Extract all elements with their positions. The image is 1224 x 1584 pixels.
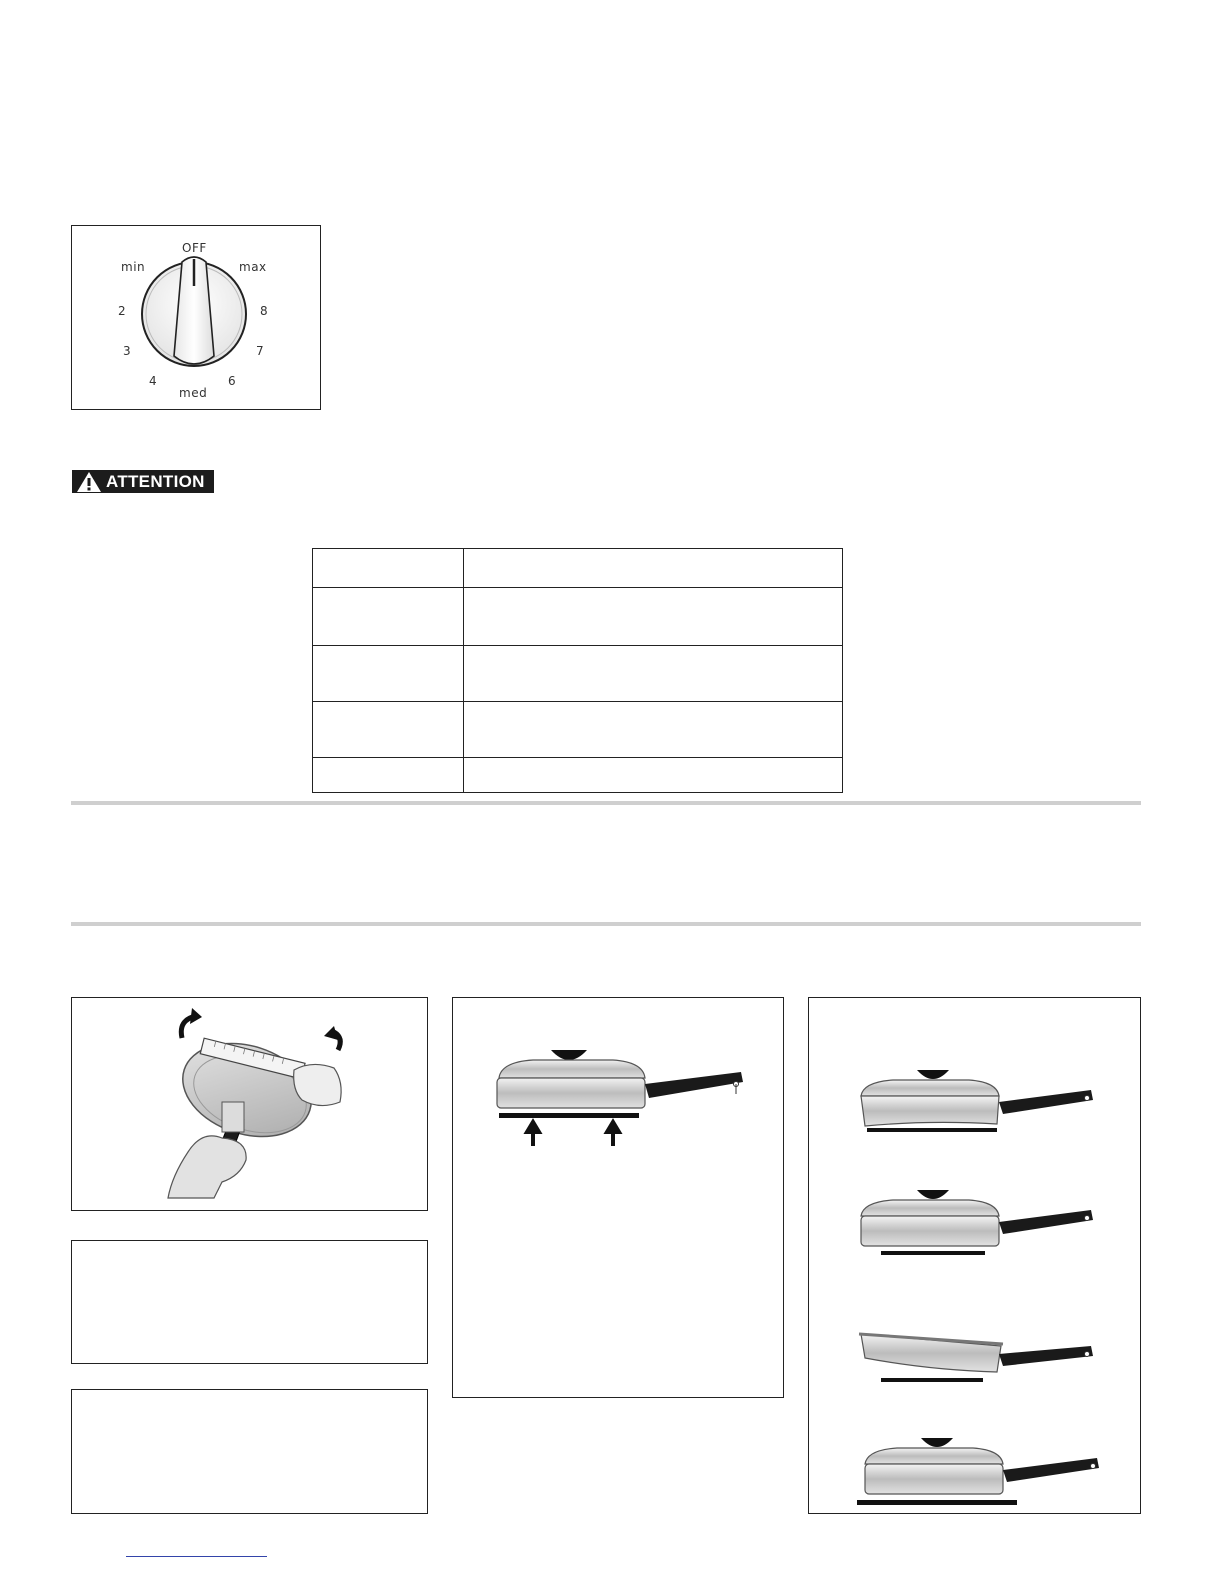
- table-cell: [313, 549, 464, 588]
- pan-correct-fit-icon: [857, 1438, 1099, 1505]
- dial-label-3: 3: [123, 344, 132, 358]
- dial-label-2: 2: [118, 304, 127, 318]
- pan-straightedge-rotate-icon: [72, 998, 429, 1212]
- table-row: [313, 646, 843, 702]
- dial-label-med: med: [179, 386, 208, 400]
- table-cell: [313, 758, 464, 793]
- note-box-2: [71, 1389, 428, 1514]
- covered-pan-figure: [452, 997, 784, 1398]
- note-box-1: [71, 1240, 428, 1364]
- settings-table: [312, 548, 843, 793]
- table-cell: [464, 549, 843, 588]
- dial-label-min: min: [121, 260, 146, 274]
- section-divider-bottom: [71, 922, 1141, 926]
- section-divider-top: [71, 801, 1141, 805]
- dial-label-8: 8: [260, 304, 269, 318]
- pan-fit-comparison-icon: [809, 998, 1142, 1515]
- dial-label-off: OFF: [182, 241, 207, 255]
- pan-tilted-icon: [859, 1334, 1093, 1382]
- flatness-test-figure: [71, 997, 428, 1211]
- table-cell: [313, 702, 464, 758]
- table-cell: [464, 702, 843, 758]
- table-row: [313, 702, 843, 758]
- table-cell: [313, 588, 464, 646]
- pan-oversized-icon: [861, 1190, 1093, 1255]
- pan-warped-icon: [861, 1070, 1093, 1132]
- table-cell: [464, 646, 843, 702]
- attention-label: ATTENTION: [106, 471, 205, 491]
- attention-badge: [72, 470, 214, 493]
- dial-figure: [71, 225, 321, 410]
- dial-label-7: 7: [256, 344, 265, 358]
- dial-label-max: max: [239, 260, 267, 274]
- table-row: [313, 588, 843, 646]
- footer-link-underline[interactable]: [126, 1556, 267, 1557]
- table-row: [313, 549, 843, 588]
- table-cell: [464, 758, 843, 793]
- table-cell: [313, 646, 464, 702]
- warning-triangle-icon: [76, 471, 102, 493]
- pan-fit-figure: [808, 997, 1141, 1514]
- dial-label-4: 4: [149, 374, 158, 388]
- covered-pan-arrows-icon: [453, 998, 785, 1178]
- table-row: [313, 758, 843, 793]
- dial-label-6: 6: [228, 374, 237, 388]
- table-cell: [464, 588, 843, 646]
